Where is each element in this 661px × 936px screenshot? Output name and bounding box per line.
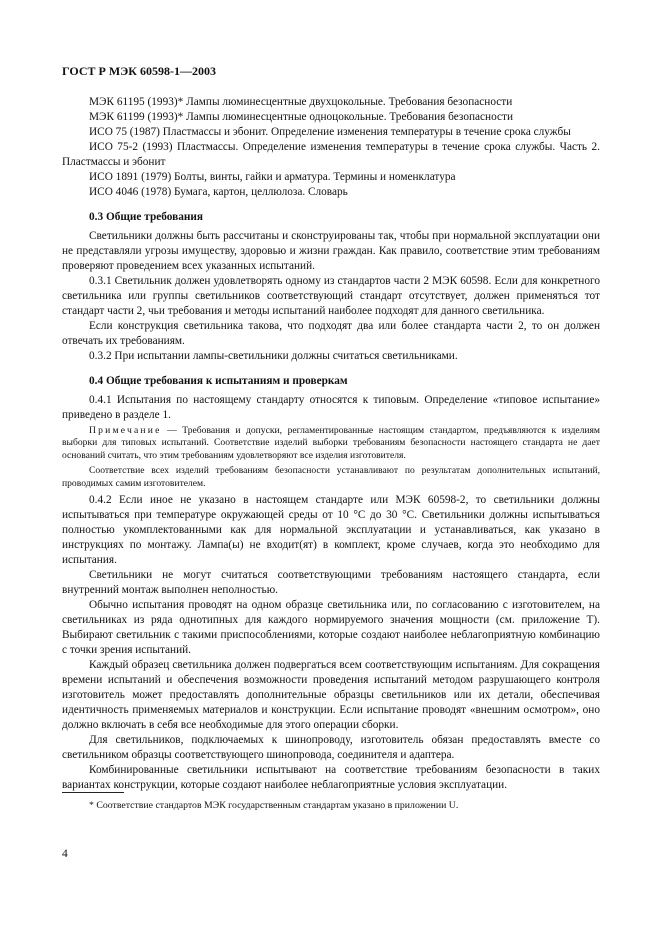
section-heading: 0.3 Общие требования: [89, 211, 203, 223]
note-label: Примечание: [89, 425, 162, 436]
reference-item: МЭК 61199 (1993)* Лампы люминесцентные одноцокольные. Требования безопасности: [89, 111, 514, 123]
footnote: * Соответствие стандартов МЭК государственным стандартам указано в приложении U.: [89, 800, 459, 811]
paragraph: Комбинированные светильники испытывают на соответствие требованиям безопасности в таких вариантах конструкции, которые создают наиболее неблагоприятные условия эксплуатации.: [62, 764, 600, 792]
paragraph: 0.4.2 Если иное не указано в настоящем стандарте или МЭК 60598-2, то светильники должны испытываться при температуре окружающей среды от 10 °С до 30 °С. Светильники должны испытываться полностью укомплектованными как для нормальной эксплуатации и устанавливаться, как указано в инструкциях по монтажу. Лампа(ы) не входит(ят) в комплект, кроме случаев, когда это необходимо для испытания.: [62, 494, 600, 567]
paragraph: 0.4.1 Испытания по настоящему стандарту относятся к типовым. Определение «типовое испытание» приведено в разделе 1.: [62, 394, 600, 421]
page-number: 4: [62, 848, 68, 860]
note-text: — Требования и допуски, регламентированные настоящим стандартом, предъявляются к изделиям выборки для типовых испытаний. Соответствие изделий выборки требованиям безопасности настоящего стандарта не дает оснований считать, что этим требованиям удовлетворяют все изделия изготовителя.: [62, 425, 600, 461]
paragraph: 0.3.2 При испытании лампы-светильники должны считаться светильниками.: [89, 350, 458, 362]
note: [62, 425, 600, 462]
document-header: ГОСТ Р МЭК 60598-1—2003: [62, 64, 216, 78]
footnote-divider: [62, 792, 124, 793]
reference-item: ИСО 75 (1987) Пластмассы и эбонит. Определение изменения температуры в течение срока службы: [89, 126, 571, 138]
reference-item: ИСО 75-2 (1993) Пластмассы. Определение изменения температуры в течение срока службы. Часть 2. Пластмассы и эбонит: [62, 141, 600, 168]
paragraph: Светильники не могут считаться соответствующими требованиям настоящего стандарта, если внутренний монтаж выполнен неполностью.: [62, 569, 600, 597]
reference-item: ИСО 1891 (1979) Болты, винты, гайки и арматура. Термины и номенклатура: [89, 171, 456, 183]
paragraph: Светильники должны быть рассчитаны и сконструированы так, чтобы при нормальной эксплуатации они не представляли угрозы имуществу, здоровью и жизни граждан. Как правило, соответствие этим требованиям проверяют проведением всех указанных испытаний.: [62, 230, 600, 272]
paragraph: Обычно испытания проводят на одном образце светильника или, по согласованию с изготовителем, на светильниках из ряда однотипных для каждого нормируемого значения мощности (см. приложение Т). Выбирают светильник с такими приспособлениями, которые создают наиболее неблагоприятную комбинацию с точки зрения испытаний.: [62, 599, 600, 657]
reference-item: ИСО 4046 (1978) Бумага, картон, целлюлоза. Словарь: [89, 186, 348, 198]
paragraph: Если конструкция светильника такова, что подходят два или более стандарта части 2, то он должен отвечать их требованиям.: [62, 320, 600, 347]
document-body: [62, 95, 600, 793]
reference-item: МЭК 61195 (1993)* Лампы люминесцентные двухцокольные. Требования безопасности: [89, 96, 513, 108]
section-heading: 0.4 Общие требования к испытаниям и проверкам: [89, 375, 348, 387]
paragraph: 0.3.1 Светильник должен удовлетворять одному из стандартов части 2 МЭК 60598. Если для конкретного светильника или группы светильников соответствующий стандарт отсутствует, должен применяться тот стандарт части 2, чьи требования и методы испытаний наиболее подходят для данного светильника.: [62, 275, 600, 317]
paragraph: Для светильников, подключаемых к шинопроводу, изготовитель обязан предоставлять вместе со светильником образцы соответствующего шинопровода, соединителя и адаптера.: [62, 734, 600, 762]
paragraph: Каждый образец светильника должен подвергаться всем соответствующим испытаниям. Для сокращения времени испытаний и обеспечения возможности проведения испытаний методом разрушающего контроля изготовитель может предоставлять дополнительные образцы светильников или их детали, обеспечивая идентичность применяемых материалов и конструкции. Если испытание проводят «внешним осмотром», оно должно включать в себя все необходимые для этого операции сборки.: [62, 659, 600, 732]
note: Соответствие всех изделий требованиям безопасности устанавливают по результатам дополнительных испытаний, проводимых самим изготовителем.: [62, 465, 600, 489]
